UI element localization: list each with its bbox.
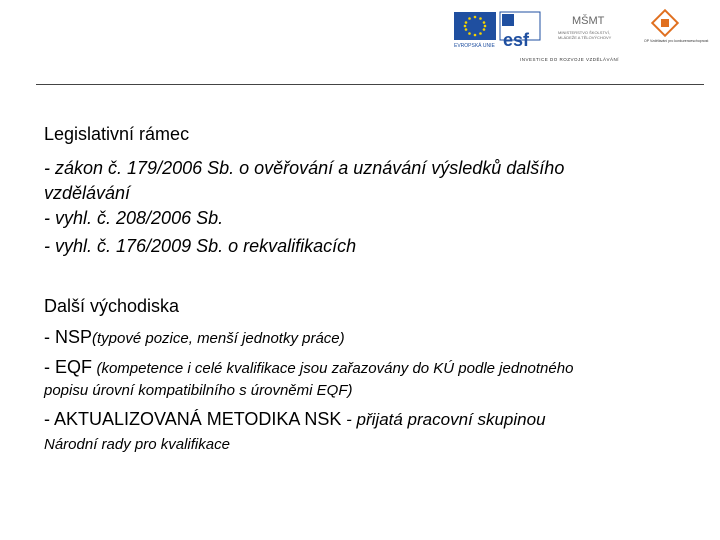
eqf-note-line-1: (kompetence i celé kvalifikace jsou zařazovány do KÚ podle jednotného [96,360,574,377]
nsp-dash: - [44,327,55,347]
nsk-label: AKTUALIZOVANÁ METODIKA NSK [54,409,342,429]
sources-title: Další východiska [44,296,180,316]
msmt-label: MŠMT [572,15,605,27]
nsk-dash: - [44,409,55,429]
nsp-label: NSP [55,327,93,347]
esf-label: esf [503,30,530,50]
tagline: INVESTICE DO ROZVOJE VZDĚLÁVÁNÍ [520,57,620,62]
nsk-note-line-2: Národní rady pro kvalifikace [44,436,230,453]
legislation-item-1-line-1: - zákon č. 179/2006 Sb. o ověřování a uznávání výsledků dalšího [44,158,565,178]
nsk-row [44,409,546,430]
nsk-note-line-1: - přijatá pracovní skupinou [341,410,546,429]
eu-flag-logo [454,12,496,49]
op-label: OP Vzdělávání pro konkurenceschopnost [644,39,709,43]
op-vk-logo [644,10,708,43]
eqf-label: EQF [55,357,93,377]
msmt-logo [558,14,612,40]
legislation-item-3: - vyhl. č. 176/2009 Sb. o rekvalifikacích [44,236,357,256]
eqf-row [44,357,573,378]
legislation-title: Legislativní rámec [44,124,190,144]
nsp-row [44,327,345,348]
msmt-sub2: MLÁDEŽE A TĚLOVÝCHOVY [558,35,612,40]
nsp-note: (typové pozice, menší jednotky práce) [92,330,345,347]
esf-logo [500,12,540,50]
header-logos [450,6,710,66]
eu-label: EVROPSKÁ UNIE [454,43,495,49]
header-divider [36,84,704,85]
eqf-dash: - [44,357,55,377]
legislation-item-1-line-2: vzdělávání [44,183,131,203]
legislation-item-2: - vyhl. č. 208/2006 Sb. [44,208,224,228]
eqf-note-line-2: popisu úrovní kompatibilního s úrovněmi EQF) [44,382,353,399]
msmt-sub1: MINISTERSTVO ŠKOLSTVÍ, [558,30,610,35]
logo-strip [450,6,710,66]
